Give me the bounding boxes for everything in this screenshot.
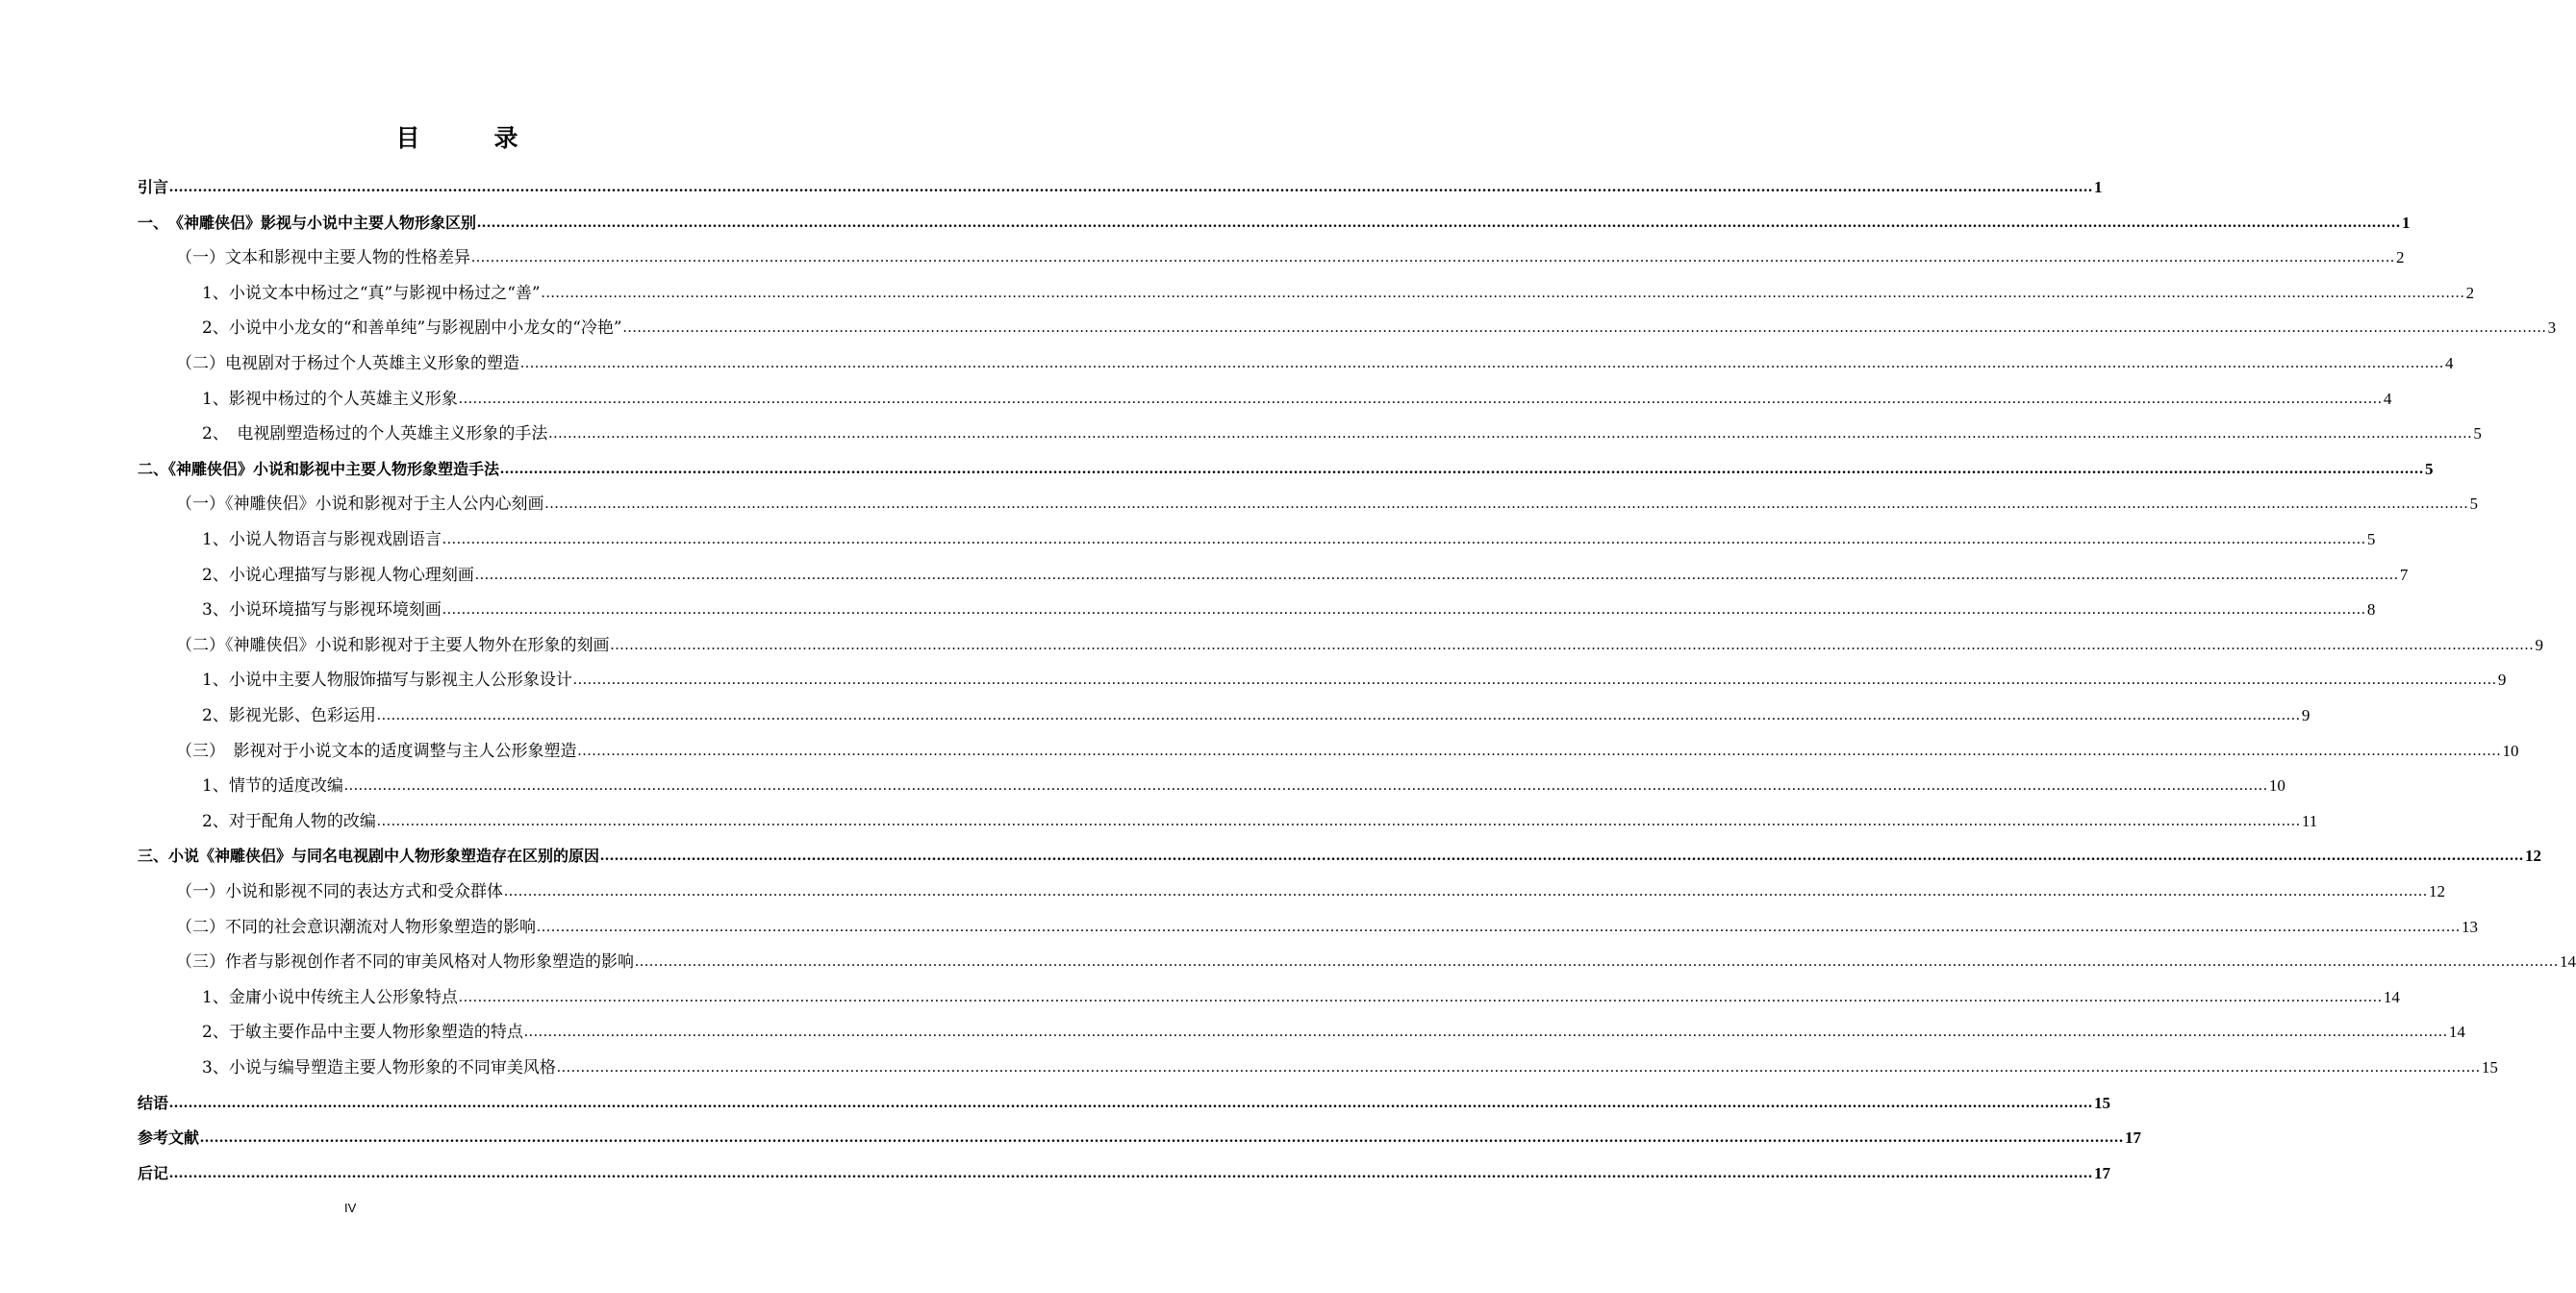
toc-entry-page: 9 [2301, 706, 2311, 724]
toc-entry[interactable] [202, 592, 2376, 621]
toc-entry-page: 1 [2402, 214, 2411, 232]
toc-title: 目 录 [395, 124, 543, 152]
toc-entry-title: 二、《神雕侠侣》小说和影视中主要人物形象塑造手法 [138, 460, 500, 478]
dot-leader: ................................................................................................................................................................................................................................................................................................................................................................................................................ [169, 1095, 2094, 1111]
toc-entry-page: 2 [2396, 248, 2405, 266]
dot-leader: ................................................................................................................................................................................................................................................................................................................................................................................................................ [523, 1024, 2448, 1040]
toc-entry-title: 参考文献 [138, 1128, 200, 1147]
dot-leader: ................................................................................................................................................................................................................................................................................................................................................................................................................ [458, 391, 2383, 407]
toc-entry-title: 2、小说心理描写与影视人物心理刻画 [202, 566, 474, 585]
toc-entry-page: 15 [2094, 1094, 2111, 1112]
dot-leader: ................................................................................................................................................................................................................................................................................................................................................................................................................ [442, 601, 2366, 618]
toc-entry-page: 12 [2429, 882, 2445, 900]
toc-entry[interactable] [176, 345, 2454, 374]
toc-entry[interactable] [176, 627, 2543, 656]
dot-leader: ................................................................................................................................................................................................................................................................................................................................................................................................................ [500, 461, 2425, 477]
toc-entry-title: 1、金庸小说中传统主人公形象特点 [202, 988, 458, 1007]
dot-leader: ................................................................................................................................................................................................................................................................................................................................................................................................................ [635, 953, 2559, 970]
toc-entry-page: 2 [2465, 284, 2475, 302]
toc-entry-page: 3 [2547, 318, 2557, 337]
toc-entry-page: 7 [2399, 566, 2409, 584]
toc-entry-page: 12 [2525, 847, 2542, 865]
toc-entry-page: 9 [2535, 636, 2543, 654]
toc-entry-title: 2、于敏主要作品中主要人物形象塑造的特点 [202, 1023, 523, 1042]
toc-entry[interactable] [202, 979, 2400, 1008]
toc-entry[interactable] [202, 521, 2376, 550]
toc-entry-title: 1、情节的适度改编 [202, 776, 343, 796]
toc-entry[interactable] [138, 451, 2434, 480]
toc-entry-page: 15 [2481, 1058, 2498, 1077]
toc-entry[interactable] [176, 486, 2478, 515]
dot-leader: ................................................................................................................................................................................................................................................................................................................................................................................................................ [600, 848, 2525, 864]
dot-leader: ................................................................................................................................................................................................................................................................................................................................................................................................................ [541, 285, 2465, 301]
toc-entry[interactable] [202, 557, 2409, 586]
dot-leader: ................................................................................................................................................................................................................................................................................................................................................................................................................ [442, 531, 2366, 547]
toc-entry-title: 1、小说人物语言与影视戏剧语言 [202, 530, 442, 549]
toc-entry-title: （二）电视剧对于杨过个人英雄主义形象的塑造 [176, 354, 519, 373]
dot-leader: ................................................................................................................................................................................................................................................................................................................................................................................................................ [504, 883, 2428, 900]
toc-entry-page: 5 [2469, 494, 2478, 513]
toc-entry-title: 3、小说环境描写与影视环境刻画 [202, 600, 442, 620]
dot-leader: ................................................................................................................................................................................................................................................................................................................................................................................................................ [471, 249, 2395, 266]
toc-entry[interactable] [138, 838, 2542, 867]
toc-entry[interactable] [202, 275, 2475, 304]
dot-leader: ................................................................................................................................................................................................................................................................................................................................................................................................................ [169, 179, 2094, 195]
toc-entry-title: （二）《神雕侠侣》小说和影视对于主要人物外在形象的刻画 [176, 636, 610, 655]
toc-entry-page: 10 [2502, 742, 2519, 760]
dot-leader: ................................................................................................................................................................................................................................................................................................................................................................................................................ [622, 319, 2547, 336]
toc-entry[interactable] [176, 874, 2445, 902]
toc-entry-title: 1、小说文本中杨过之“真”与影视中杨过之“善” [202, 284, 541, 303]
dot-leader: ................................................................................................................................................................................................................................................................................................................................................................................................................ [376, 813, 2301, 829]
toc-entry-title: 后记 [138, 1164, 169, 1182]
toc-entry[interactable] [138, 169, 2103, 198]
toc-entry-page: 4 [2383, 390, 2392, 408]
toc-entry-title: 1、影视中杨过的个人英雄主义形象 [202, 390, 458, 409]
toc-entry-title: （三） 影视对于小说文本的适度调整与主人公形象塑造 [176, 742, 577, 761]
dot-leader: ................................................................................................................................................................................................................................................................................................................................................................................................................ [537, 919, 2461, 935]
toc-entry-title: 2、影视光影、色彩运用 [202, 706, 376, 725]
page-number: IV [344, 1201, 357, 1215]
toc-entry-title: 引言 [138, 178, 169, 196]
toc-entry[interactable] [138, 1085, 2111, 1114]
toc-entry[interactable] [202, 1050, 2498, 1078]
toc-entry-title: （三）作者与影视创作者不同的审美风格对人物形象塑造的影响 [176, 952, 634, 972]
toc-entry-page: 10 [2268, 776, 2286, 795]
toc-entry-page: 17 [2094, 1164, 2111, 1182]
toc-entry[interactable] [202, 381, 2392, 410]
dot-leader: ................................................................................................................................................................................................................................................................................................................................................................................................................ [376, 707, 2301, 723]
toc-entry-page: 5 [2425, 460, 2434, 478]
toc-entry-title: （一）文本和影视中主要人物的性格差异 [176, 248, 470, 267]
toc-entry[interactable] [202, 697, 2311, 726]
toc-entry[interactable] [176, 944, 2576, 973]
dot-leader: ................................................................................................................................................................................................................................................................................................................................................................................................................ [520, 355, 2444, 371]
toc-entry[interactable] [138, 1155, 2111, 1184]
toc-entry[interactable] [138, 205, 2411, 234]
toc-entry-page: 13 [2462, 918, 2478, 936]
toc-entry[interactable] [176, 733, 2519, 762]
dot-leader: ................................................................................................................................................................................................................................................................................................................................................................................................................ [577, 743, 2502, 759]
dot-leader: ................................................................................................................................................................................................................................................................................................................................................................................................................ [474, 567, 2399, 583]
toc-entry-title: 结语 [138, 1094, 169, 1112]
dot-leader: ................................................................................................................................................................................................................................................................................................................................................................................................................ [544, 495, 2469, 512]
dot-leader: ................................................................................................................................................................................................................................................................................................................................................................................................................ [572, 672, 2497, 688]
dot-leader: ................................................................................................................................................................................................................................................................................................................................................................................................................ [458, 989, 2383, 1005]
dot-leader: ................................................................................................................................................................................................................................................................................................................................................................................................................ [169, 1165, 2094, 1181]
dot-leader: ................................................................................................................................................................................................................................................................................................................................................................................................................ [343, 777, 2268, 794]
toc-entry-page: 5 [2473, 424, 2482, 443]
dot-leader: ................................................................................................................................................................................................................................................................................................................................................................................................................ [556, 1059, 2481, 1076]
toc-entry-title: 三、小说《神雕侠侣》与同名电视剧中人物形象塑造存在区别的原因 [138, 847, 600, 865]
toc-entry-title: （一）《神雕侠侣》小说和影视对于主人公内心刻画 [176, 494, 544, 514]
toc-entry[interactable] [202, 416, 2482, 444]
toc-entry-page: 14 [2448, 1023, 2465, 1041]
toc-entry-page: 8 [2366, 600, 2376, 619]
toc-entry-title: （二）不同的社会意识潮流对人物形象塑造的影响 [176, 918, 536, 937]
dot-leader: ................................................................................................................................................................................................................................................................................................................................................................................................................ [548, 425, 2473, 442]
dot-leader: ................................................................................................................................................................................................................................................................................................................................................................................................................ [610, 637, 2535, 653]
toc-entry-page: 17 [2125, 1128, 2142, 1147]
toc-entry-page: 5 [2366, 530, 2376, 548]
dot-leader: ................................................................................................................................................................................................................................................................................................................................................................................................................ [477, 215, 2402, 231]
toc-entry[interactable] [176, 909, 2478, 938]
toc-entry[interactable] [202, 1014, 2465, 1043]
toc-entry[interactable] [176, 240, 2405, 268]
toc-entry-title: 2、小说中小龙女的“和善单纯”与影视剧中小龙女的“冷艳” [202, 318, 622, 338]
toc-entry-title: 1、小说中主要人物服饰描写与影视主人公形象设计 [202, 671, 572, 690]
toc-entry-page: 11 [2301, 812, 2318, 830]
toc-entry-title: 一、 《神雕侠侣》影视与小说中主要人物形象区别 [138, 214, 477, 232]
toc-entry-page: 4 [2445, 354, 2454, 372]
toc-entry[interactable] [138, 1120, 2142, 1149]
dot-leader: ................................................................................................................................................................................................................................................................................................................................................................................................................ [200, 1129, 2125, 1146]
toc-entry[interactable] [202, 662, 2507, 691]
toc-entry-title: 3、小说与编导塑造主要人物形象的不同审美风格 [202, 1058, 556, 1078]
toc-entry[interactable] [202, 803, 2318, 832]
toc-entry-page: 1 [2094, 178, 2103, 196]
toc-entry-title: （一）小说和影视不同的表达方式和受众群体 [176, 882, 503, 901]
toc-entry[interactable] [202, 768, 2286, 797]
toc-entry-page: 9 [2497, 671, 2507, 689]
toc-entry[interactable] [202, 310, 2557, 339]
toc-entry-page: 14 [2383, 988, 2400, 1006]
toc-entry-title: 2、对于配角人物的改编 [202, 812, 376, 831]
toc-entry-title: 2、 电视剧塑造杨过的个人英雄主义形象的手法 [202, 424, 548, 444]
toc-entry-page: 14 [2560, 952, 2576, 971]
